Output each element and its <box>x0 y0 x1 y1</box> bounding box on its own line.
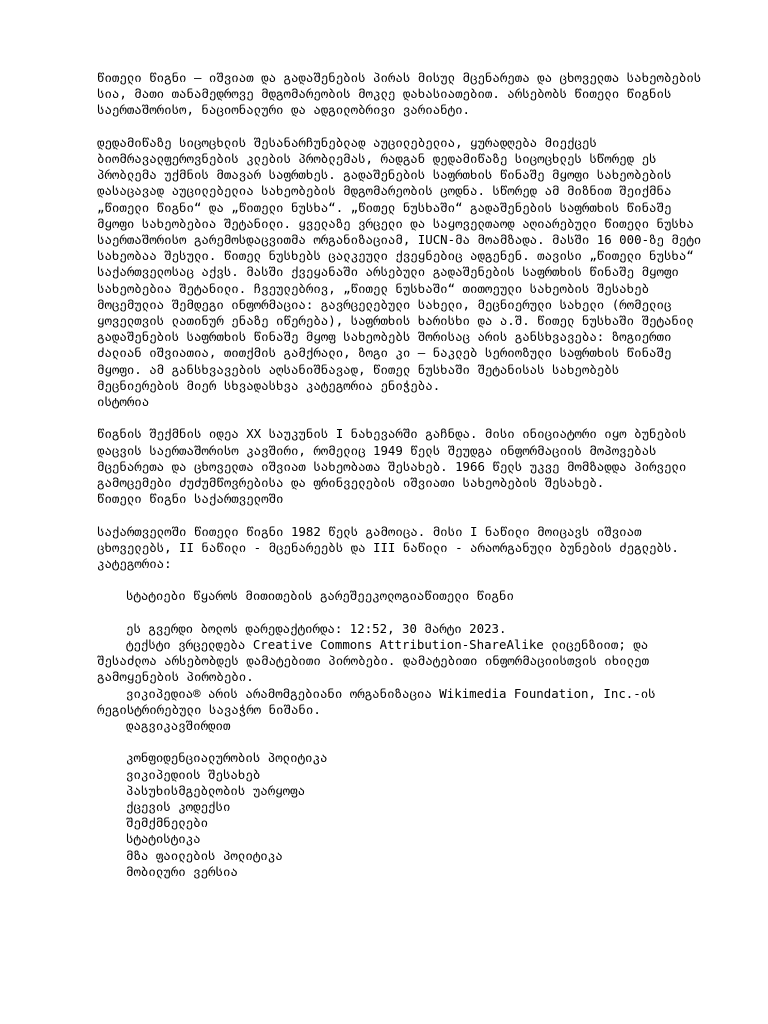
about-wikipedia-link[interactable]: ვიკიპედიის შესახებ <box>126 766 261 782</box>
footer-links <box>97 750 708 880</box>
last-edited-text: ეს გვერდი ბოლოს დარედაქტირდა: 12:52, 30 მარტი 2023. <box>126 620 507 636</box>
trademark-text: ვიკიპედია® არის არამომგებიანი ორგანიზაცია Wikimedia Foundation, Inc.-ის რეგისტრირებული სავაჭრო ნიშანი. <box>97 685 664 717</box>
code-of-conduct-link[interactable]: ქცევის კოდექსი <box>126 799 231 815</box>
history-paragraph: წიგნის შექმნის იდეა XX საუკუნის I ნახევარში გაჩნდა. მისი ინიციატორი იყო ბუნების დაცვის საერთაშორისო კავშირი, რომელიც 1949 წელს შეუდგა ინფორმაციის მოპოვებას მცენარეთა და ცხოველთა იშვიათ სახეობათა შესახებ. 1966 წელს უკვე მომზადდა პირველი გამოცემები ძუძუმწოვრებისა და ფრინველების იშვიათი სახეობების შესახებ. <box>97 426 694 491</box>
intro-paragraph-2: დედამიწაზე სიცოცხლის შესანარჩუნებლად აუცილებელია, ყურადღება მიექცეს ბიომრავალფეროვნების კლების პრობლემას, რადგან დედამიწაზე სიცოცხლეს სწორედ ეს პრობლემა უქმნის მთავარ საფრთხეს. გადაშენების საფრთხის წინაშე მყოფი სახეობების დასაცავად აუცილებელია სახეობების მდგომარეობის ცოდნა. სწორედ ამ მიზნით შეიქმნა „წითელი წიგნი“ და „წითელი ნუსხა“. „წითელ ნუსხაში“ გადაშენების საფრთხის წინაშე მყოფი სახეობებია შეტანილი. ყველაზე ვრცელი და საყოველთაოდ აღიარებული წითელი ნუსხა საერთაშორისო გარემოსდაცვითმა ორგანიზაციამ, IUCN-მა მოამზადა. მასში 16 000-ზე მეტი სახეობაა შესული. წითელ ნუსხებს ცალკეული ქვეყნებიც ადგენენ. თავისი „წითელი ნუსხა“ საქართველოსაც აქვს. მასში ქვეყანაში არსებული გადაშენების საფრთხის წინაშე მყოფი სახეობებია შეტანილი. ჩვეულებრივ, „წითელ ნუსხაში“ თითოეული სახეობის შესახებ მოცემულია შემდეგი ინფორმაცია: გავრცელებული სახელი, მეცნიერული სახელი (რომელიც ყოველთვის ლათინურ ენაზე იწერება), საფრთხის ხარისხი და ა.შ. წითელ ნუსხაში შეტანილ გადაშენების საფრთხის წინაშე მყოფ სახეობებს შორისაც არის განსხვავება: ზოგიერთი ძალიან იშვიათია, თითქმის გამქრალი, ზოგი კი — ნაკლებ სერიოზული საფრთხის წინაშე მყოფი. ამ განსხვავების აღსანიშნავად, წითელ ნუსხაში შეტანისას სახეობებს მეცნიერების მიერ სხვადასხვა კატეგორია ენიჭება. <box>97 134 709 393</box>
license-text: ტექსტი ვრცელდება Creative Commons Attribution-ShareAlike ლიცენზიით; და შესაძლოა არსებობდეს დამატებითი პირობები. დამატებითი ინფორმაციისთვის იხილეთ გამოყენების პირობები. <box>97 637 657 685</box>
spacer <box>97 507 708 523</box>
mobile-view-link[interactable]: მობილური ვერსია <box>126 863 238 879</box>
history-heading: ისტორია <box>97 394 150 410</box>
statistics-link[interactable]: სტატისტიკა <box>126 831 201 847</box>
developers-link[interactable]: შემქმნელები <box>126 815 209 831</box>
georgia-paragraph: საქართველოში წითელი წიგნი 1982 წელს გამოიცა. მისი I ნაწილი მოიცავს იშვიათ ცხოველებს, II ნაწილი - მცენარეებს და III ნაწილი - არაორგანული ბუნების ძეგლებს. კატეგორია: <box>97 523 687 572</box>
spacer <box>97 410 708 426</box>
cookie-policy-link[interactable]: მზა ფაილების პოლიტიკა <box>126 847 283 863</box>
disclaimer-link[interactable]: პასუხისმგებლობის უარყოფა <box>126 782 306 798</box>
contact-link[interactable]: დაგვიკავშირდით <box>126 718 231 734</box>
intro-paragraph-1: წითელი წიგნი — იშვიათ და გადაშენების პირას მისულ მცენარეთა და ცხოველთა სახეობების სია, მათი თანამედროვე მდგომარეობის მოკლე დახასიათებით. არსებობს წითელი წიგნის საერთაშორისო, ნაციონალური და ადგილობრივი ვარიანტი. <box>97 70 709 118</box>
georgia-heading: წითელი წიგნი საქართველოში <box>97 491 284 507</box>
categories-line[interactable]: სტატიები წყაროს მითითების გარეშეეკოლოგიაწითელი წიგნი <box>126 588 514 604</box>
spacer <box>97 734 708 750</box>
privacy-policy-link[interactable]: კონფიდენციალურობის პოლიტიკა <box>126 750 328 766</box>
